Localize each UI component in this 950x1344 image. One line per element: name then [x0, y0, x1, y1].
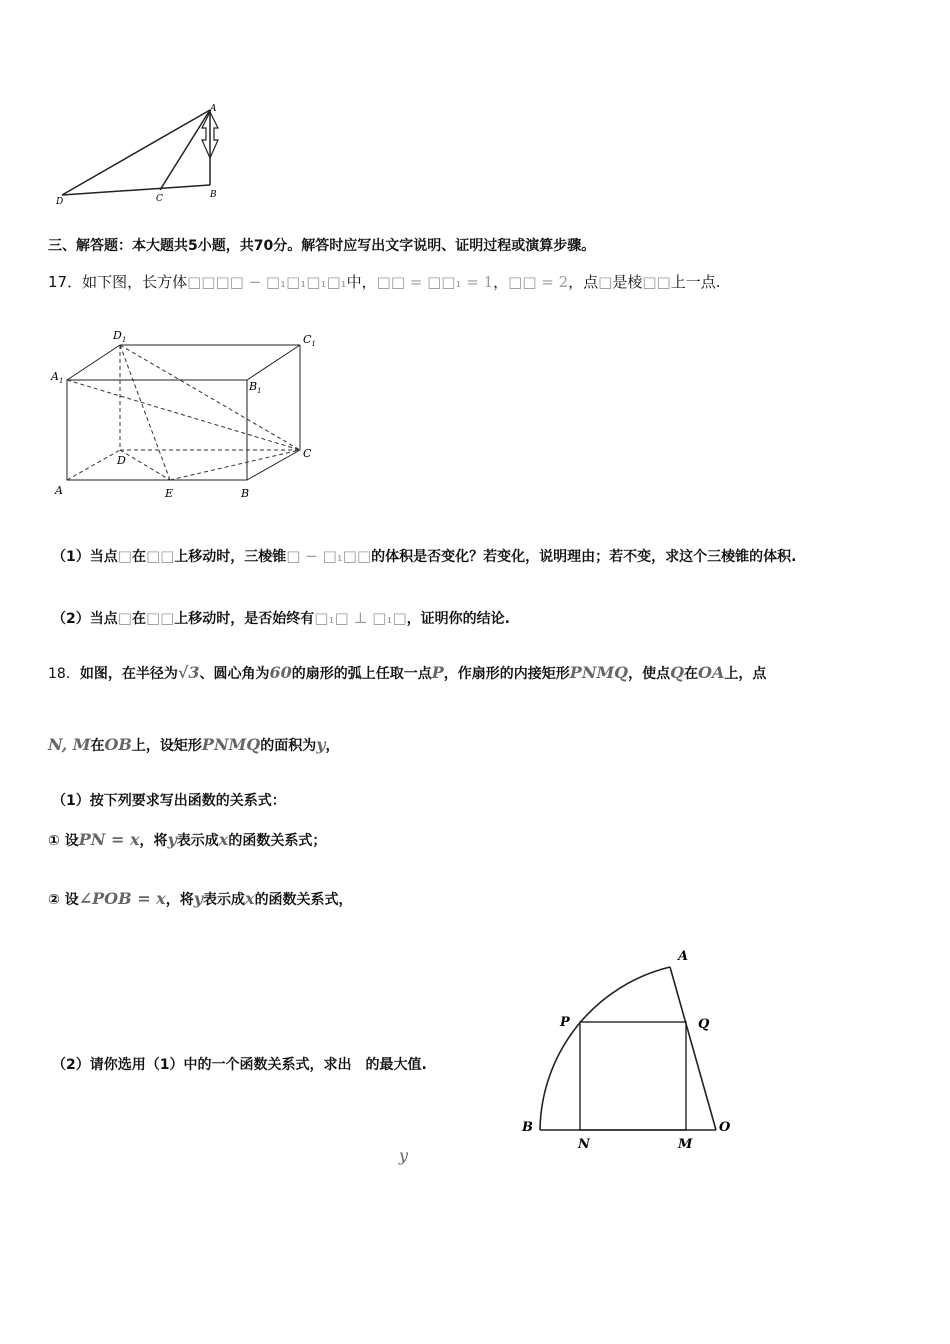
q18-part1: （1）按下列要求写出函数的关系式：	[52, 793, 286, 809]
q18-part2: （2）请你选用（1）中的一个函数关系式，求出 的最大值.	[52, 1057, 427, 1073]
label-P: P	[560, 1015, 570, 1030]
label-b1: $B_1$	[249, 380, 262, 395]
q17-part2: （2）当点□在□□上移动时，是否始终有□₁□ ⊥ □₁□，证明你的结论.	[52, 609, 510, 627]
label-e: E	[165, 487, 174, 500]
label-b: B	[241, 487, 250, 500]
label-B: B	[522, 1120, 533, 1135]
cuboid-figure	[45, 325, 335, 505]
label-M: M	[678, 1137, 693, 1152]
line-ca	[160, 110, 210, 190]
label-c: C	[156, 194, 163, 204]
line-da	[62, 110, 210, 195]
q18-number: 18．	[48, 666, 80, 682]
label-d: D	[117, 454, 126, 467]
label-a: A	[210, 104, 217, 114]
q18-stem-line2: N, M在OB上，设矩形PNMQ的面积为y，	[48, 735, 340, 754]
rectangle-pnmq	[580, 1022, 686, 1130]
label-a: A	[55, 484, 63, 497]
label-d: D	[56, 197, 64, 207]
label-Q: Q	[698, 1017, 710, 1032]
label-d1: $D_1$	[113, 329, 127, 344]
line-db	[62, 185, 210, 195]
label-b: B	[210, 190, 217, 200]
arc-ab	[540, 967, 670, 1130]
label-O: O	[719, 1120, 731, 1135]
sector-figure	[518, 940, 748, 1155]
q18-stem-line1: 18．如图，在半径为√3、圆心角为60的扇形的弧上任取一点P，作扇形的内接矩形PNMQ，使点Q在OA上，点	[48, 663, 767, 682]
label-N: N	[578, 1137, 590, 1152]
radius-oa	[670, 967, 716, 1130]
label-c: C	[303, 447, 312, 460]
label-c1: $C_1$	[303, 333, 316, 348]
label-A: A	[678, 949, 689, 964]
q17-number: 17．	[48, 273, 83, 291]
top-geometry-figure	[50, 100, 240, 210]
stray-y: y	[399, 1146, 409, 1165]
q17-stem: 17．如下图，长方体□□□□ − □₁□₁□₁□₁中，□□ = □□₁ = 1，□□ = 2，点□是棱□□上一点.	[48, 273, 721, 291]
q17-part1: （1）当点□在□□上移动时，三棱锥□ − □₁□□的体积是否变化？若变化，说明理由；若不变，求这个三棱锥的体积.	[52, 547, 797, 565]
section-heading: 三、解答题：本大题共5小题，共70分。解答时应写出文字说明、证明过程或演算步骤。	[48, 238, 596, 254]
q18-sub2: ② 设∠POB = x，将y表示成x的函数关系式，	[48, 889, 353, 908]
label-a1: $A_1$	[51, 370, 64, 385]
q18-sub1: ① 设PN = x，将y表示成x的函数关系式；	[48, 830, 327, 849]
hidden-edge-ad	[67, 450, 120, 480]
